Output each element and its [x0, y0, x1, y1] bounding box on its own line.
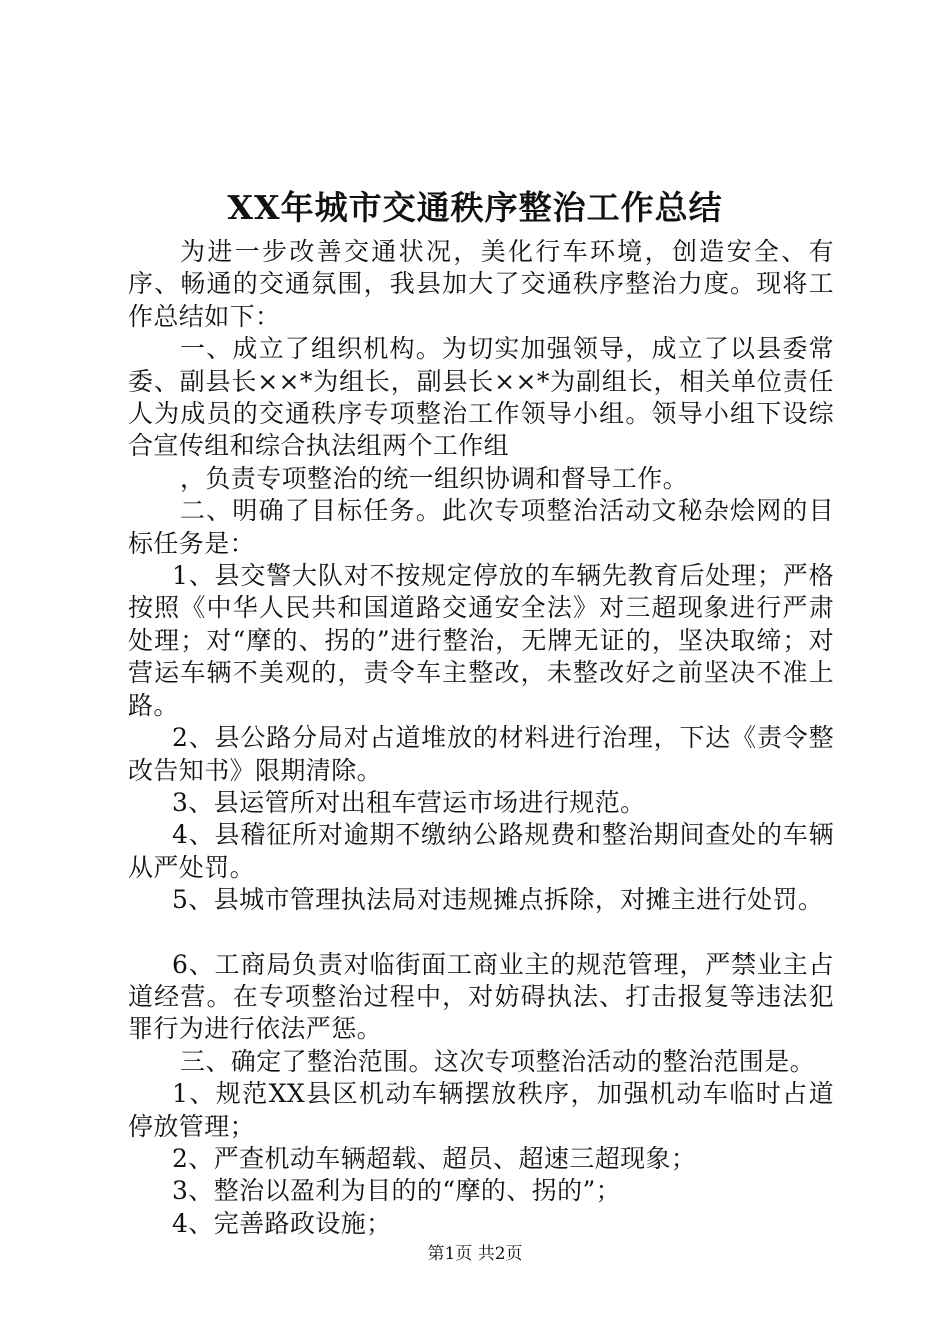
paragraph-section-1-continued: ，负责专项整治的统一组织协调和督导工作。 — [180, 463, 689, 493]
paragraph-section-2: 二、明确了目标任务。此次专项整治活动文秘杂烩网的目标任务是： — [128, 496, 834, 558]
list-item-scope-2: 2、严查机动车辆超载、超员、超速三超现象； — [172, 1143, 697, 1173]
list-item-scope-4: 4、完善路政设施； — [172, 1208, 392, 1238]
paragraph-section-1: 一、成立了组织机构。为切实加强领导，成立了以县委常委、副县长××*为组长，副县长××*为副组长，相关单位责任人为成员的交通秩序专项整治工作领导小组。领导小组下设综合宣传组和综合执法组两个工作组 — [128, 334, 834, 461]
list-item-task-3: 3、县运管所对出租车营运市场进行规范。 — [172, 787, 646, 817]
document-body — [128, 236, 834, 1240]
list-item-task-6: 6、工商局负责对临街面工商业主的规范管理，严禁业主占道经营。在专项整治过程中，对妨碍执法、打击报复等违法犯罪行为进行依法严惩。 — [128, 949, 834, 1044]
page-number-footer: 第1页 共2页 — [427, 1244, 523, 1264]
list-item-scope-3: 3、整治以盈利为目的的“摩的、拐的”； — [172, 1176, 622, 1206]
list-item-scope-1: 1、规范XX县区机动车辆摆放秩序，加强机动车临时占道停放管理； — [128, 1079, 834, 1141]
paragraph-section-3: 三、确定了整治范围。这次专项整治活动的整治范围是。 — [180, 1046, 816, 1076]
list-item-task-1: 1、县交警大队对不按规定停放的车辆先教育后处理；严格按照《中华人民共和国道路交通安全法》对三超现象进行严肃处理；对“摩的、拐的”进行整治，无牌无证的，坚决取缔；对营运车辆不美观的，责令车主整改，未整改好之前坚决不准上路。 — [128, 561, 834, 720]
list-item-task-5: 5、县城市管理执法局对违规摊点拆除，对摊主进行处罚。 — [172, 885, 824, 915]
list-item-task-2: 2、县公路分局对占道堆放的材料进行治理，下达《责令整改告知书》限期清除。 — [128, 723, 834, 785]
document-title: XX年城市交通秩序整治工作总结 — [227, 188, 723, 227]
list-item-task-4: 4、县稽征所对逾期不缴纳公路规费和整治期间查处的车辆从严处罚。 — [128, 820, 834, 882]
paragraph-intro: 为进一步改善交通状况，美化行车环境，创造安全、有序、畅通的交通氛围，我县加大了交通秩序整治力度。现将工作总结如下： — [128, 237, 834, 331]
paragraph-spacer — [128, 917, 834, 949]
